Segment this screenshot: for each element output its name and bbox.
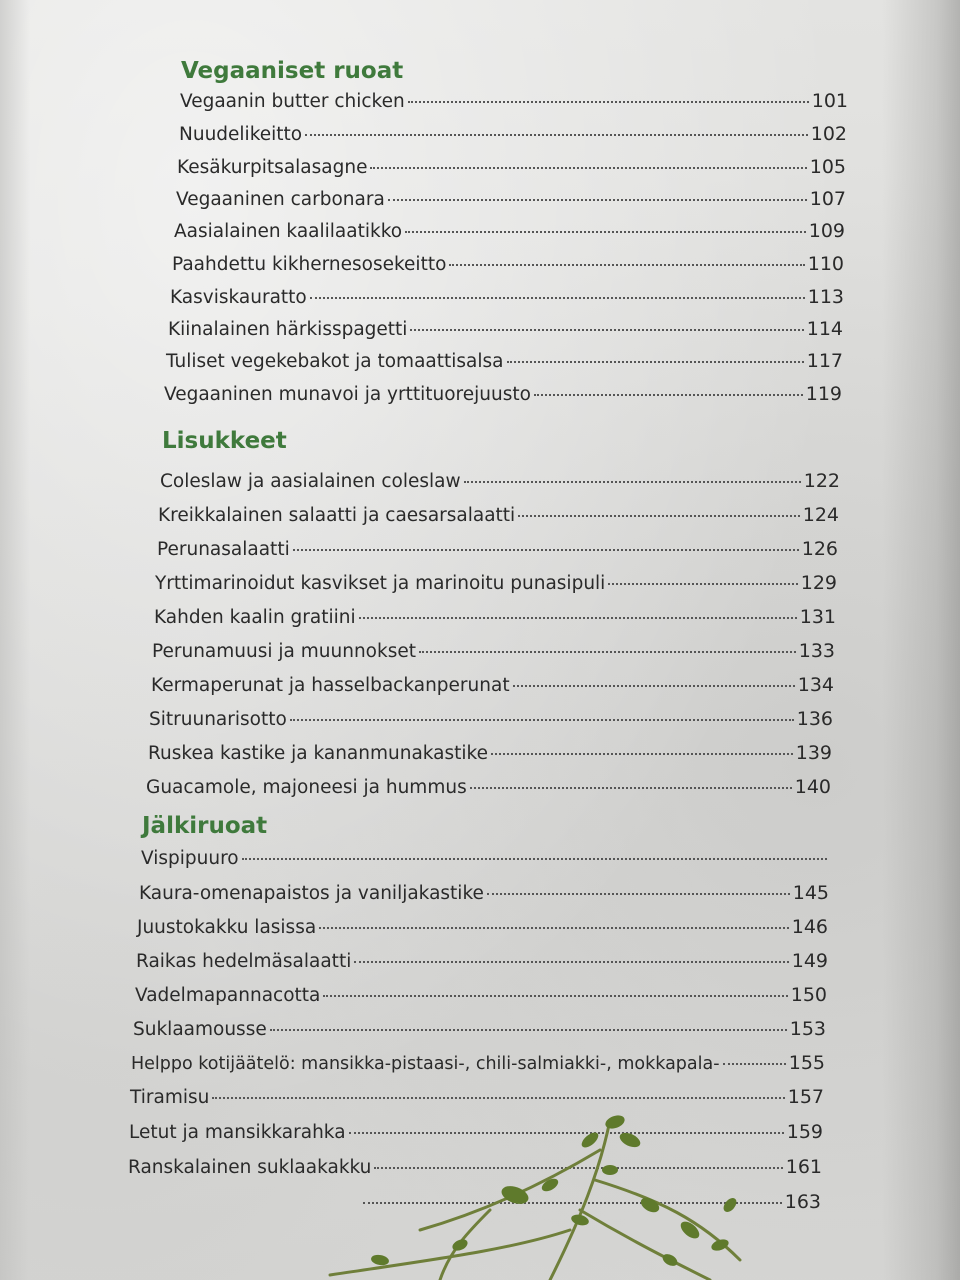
toc-leader-dots: [449, 264, 804, 266]
toc-leader-dots: [513, 685, 795, 687]
toc-entry-page: 150: [790, 984, 827, 1006]
toc-entry[interactable]: [170, 286, 844, 308]
toc-entry-page: 131: [799, 606, 836, 628]
toc-entry[interactable]: [157, 538, 838, 560]
toc-entry-page: 129: [800, 572, 837, 594]
toc-entry-page: 102: [810, 123, 847, 145]
toc-leader-dots: [305, 134, 808, 136]
toc-leader-dots: [408, 101, 809, 103]
toc-entry-title: Kahden kaalin gratiini: [154, 607, 356, 628]
toc-entry-page: 139: [795, 742, 832, 764]
toc-leader-dots: [370, 167, 806, 169]
toc-entry[interactable]: [131, 1052, 825, 1074]
toc-entry-title: Vispipuuro: [141, 848, 239, 869]
toc-entry[interactable]: [166, 350, 843, 372]
toc-entry-page: 146: [791, 916, 828, 938]
toc-leader-dots: [293, 549, 799, 551]
toc-leader-dots: [242, 858, 827, 860]
toc-entry[interactable]: [137, 916, 828, 938]
toc-leader-dots: [388, 199, 807, 201]
toc-entry[interactable]: [158, 504, 839, 526]
toc-entry[interactable]: [139, 882, 829, 904]
toc-entry-title: Sitruunarisotto: [149, 709, 287, 730]
toc-entry[interactable]: [149, 708, 833, 730]
toc-leader-dots: [212, 1097, 784, 1099]
toc-entry[interactable]: [141, 848, 830, 869]
toc-leader-dots: [534, 394, 803, 396]
toc-entry-title: Paahdettu kikhernesosekeitto: [172, 254, 447, 275]
toc-leader-dots: [270, 1029, 787, 1031]
toc-entry[interactable]: [152, 640, 835, 662]
toc-entry[interactable]: [179, 123, 847, 145]
toc-entry-title: Helppo kotijäätelö: mansikka-pistaasi-, chili-salmiakki-, mokkapala-: [131, 1054, 720, 1074]
toc-entry-title: Vegaanin butter chicken: [180, 91, 405, 112]
toc-entry-title: Kesäkurpitsalasagne: [177, 157, 368, 178]
toc-entry-page: 101: [811, 90, 848, 112]
toc-entry[interactable]: [154, 606, 836, 628]
toc-entry-title: Kermaperunat ja hasselbackanperunat: [151, 675, 510, 696]
toc-entry-title: Kaura-omenapaistos ja vaniljakastike: [139, 883, 484, 904]
toc-leader-dots: [359, 617, 797, 619]
toc-entry-page: 136: [796, 708, 833, 730]
toc-entry[interactable]: [177, 156, 846, 178]
toc-entry-page: 145: [792, 882, 829, 904]
page-left-shadow: [0, 0, 30, 1280]
page-edge-shadow: [882, 0, 960, 1280]
toc-entry-page: 153: [789, 1018, 826, 1040]
toc-entry-title: Vegaaninen carbonara: [176, 189, 385, 210]
toc-entry-title: Coleslaw ja aasialainen coleslaw: [160, 471, 461, 492]
toc-leader-dots: [419, 651, 796, 653]
toc-entry[interactable]: [130, 1086, 824, 1108]
toc-leader-dots: [491, 753, 793, 755]
toc-leader-dots: [405, 231, 806, 233]
toc-entry[interactable]: [148, 742, 832, 764]
toc-entry[interactable]: [180, 90, 848, 112]
toc-entry-page: 114: [806, 318, 843, 340]
toc-entry-page: 107: [809, 188, 846, 210]
toc-entry-title: Letut ja mansikkarahka: [129, 1122, 346, 1143]
toc-entry-page: 113: [807, 286, 844, 308]
toc-entry-page: 161: [785, 1156, 822, 1178]
toc-entry-page: 124: [802, 504, 839, 526]
toc-entry-title: Yrttimarinoidut kasvikset ja marinoitu punasipuli: [155, 573, 606, 594]
toc-entry-page: 149: [791, 950, 828, 972]
herb-sprig-illustration: [250, 1110, 770, 1280]
toc-entry-title: Raikas hedelmäsalaatti: [136, 951, 352, 972]
toc-entry[interactable]: [155, 572, 837, 594]
toc-entry-page: 117: [806, 350, 843, 372]
toc-entry-page: 122: [803, 470, 840, 492]
toc-entry-title: Ruskea kastike ja kananmunakastike: [148, 743, 488, 764]
toc-entry-title: Perunamuusi ja muunnokset: [152, 641, 416, 662]
toc-entry-page: 159: [786, 1121, 823, 1143]
toc-entry-page: 109: [808, 220, 845, 242]
toc-entry-page: 163: [784, 1191, 821, 1213]
toc-entry-title: Suklaamousse: [133, 1019, 267, 1040]
toc-entry-title: Vadelmapannacotta: [135, 985, 321, 1006]
toc-entry-page: 140: [794, 776, 831, 798]
toc-entry-title: Nuudelikeitto: [179, 124, 303, 145]
toc-entry-title: Perunasalaatti: [157, 539, 290, 560]
toc-entry-page: 133: [798, 640, 835, 662]
section-heading-jalkiruoat: Jälkiruoat: [142, 813, 268, 839]
toc-leader-dots: [323, 995, 787, 997]
toc-leader-dots: [470, 787, 792, 789]
toc-leader-dots: [464, 481, 801, 483]
toc-leader-dots: [290, 719, 794, 721]
toc-leader-dots: [487, 893, 790, 895]
toc-entry[interactable]: [151, 674, 834, 696]
toc-entry[interactable]: [146, 776, 831, 798]
toc-leader-dots: [507, 361, 804, 363]
toc-entry-title: Ranskalainen suklaakakku: [128, 1157, 372, 1178]
toc-entry[interactable]: [168, 318, 843, 340]
toc-leader-dots: [518, 515, 800, 517]
section-heading-lisukkeet: Lisukkeet: [162, 428, 287, 454]
toc-entry[interactable]: [135, 984, 827, 1006]
toc-entry[interactable]: [164, 383, 842, 405]
toc-leader-dots: [319, 927, 789, 929]
toc-entry-title: Kasviskauratto: [170, 287, 307, 308]
toc-entry-title: Tiramisu: [130, 1087, 210, 1108]
toc-entry-page: 155: [788, 1052, 825, 1074]
toc-entry-title: Kreikkalainen salaatti ja caesarsalaatti: [158, 505, 516, 526]
toc-entry-title: Guacamole, majoneesi ja hummus: [146, 777, 467, 798]
toc-entry-page: 126: [801, 538, 838, 560]
toc-entry[interactable]: [174, 220, 845, 242]
toc-entry-page: 134: [797, 674, 834, 696]
toc-leader-dots: [410, 329, 803, 331]
toc-entry-title: Tuliset vegekebakot ja tomaattisalsa: [166, 351, 504, 372]
toc-entry[interactable]: [136, 950, 828, 972]
toc-entry[interactable]: [172, 253, 844, 275]
toc-entry-page: 119: [805, 383, 842, 405]
toc-entry-title: Vegaaninen munavoi ja yrttituorejuusto: [164, 384, 531, 405]
toc-entry-page: 157: [787, 1086, 824, 1108]
toc-entry-title: Aasialainen kaalilaatikko: [174, 221, 403, 242]
toc-entry[interactable]: [176, 188, 846, 210]
toc-entry[interactable]: [160, 470, 840, 492]
toc-leader-dots: [310, 297, 805, 299]
toc-entry-page: 105: [809, 156, 846, 178]
toc-entry-title: Kiinalainen härkisspagetti: [168, 319, 408, 340]
toc-leader-dots: [723, 1063, 786, 1065]
toc-entry-title: Juustokakku lasissa: [137, 917, 317, 938]
toc-entry[interactable]: [133, 1018, 826, 1040]
toc-leader-dots: [354, 961, 788, 963]
toc-entry-page: 110: [807, 253, 844, 275]
section-heading-vegaaniset: Vegaaniset ruoat: [181, 58, 404, 84]
toc-leader-dots: [608, 583, 797, 585]
